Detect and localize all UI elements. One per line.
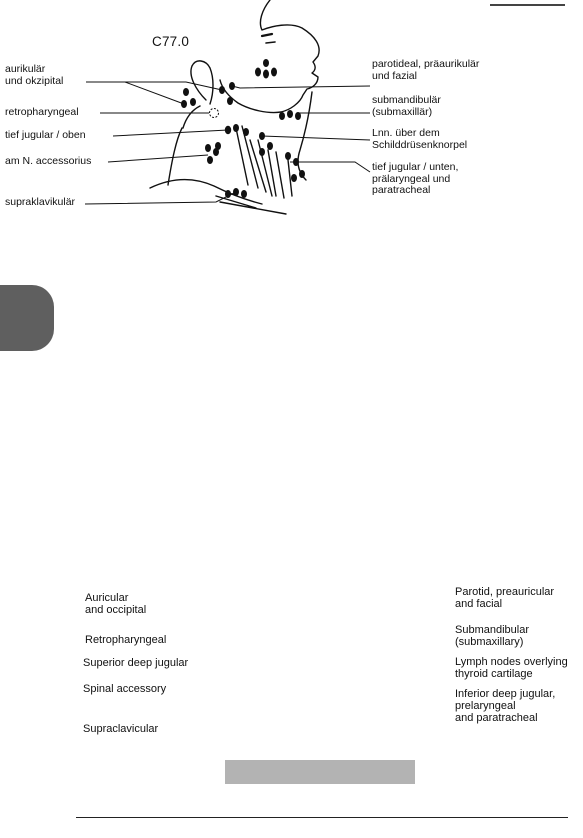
thyroid-cartilage-nodes: [259, 132, 273, 156]
label-superior-jugular-en: Superior deep jugular: [83, 657, 189, 669]
label-inferior-jugular-en: Inferior deep jugular, prelaryngeal and paratracheal: [455, 688, 556, 724]
label-submandibular-de: submandibulär (submaxillär): [372, 94, 441, 118]
ear-outline: [191, 61, 213, 104]
label-supraclavicular-de: supraklavikulär: [5, 196, 76, 208]
label-retropharyngeal-de: retropharyngeal: [5, 106, 79, 118]
retropharyngeal-node: [210, 109, 219, 118]
neck-lymph-node-diagram: [0, 0, 583, 230]
parotid-nodes: [255, 59, 277, 79]
label-spinal-accessory-de: am N. accessorius: [5, 155, 92, 167]
auricular-nodes: [181, 82, 235, 108]
label-submandibular-en: Submandibular (submaxillary): [455, 624, 529, 648]
label-superior-jugular-de: tief jugular / oben: [5, 129, 86, 141]
nape-outline: [183, 106, 200, 128]
face-profile: [260, 0, 319, 112]
label-retropharyngeal-en: Retropharyngeal: [85, 634, 167, 646]
label-spinal-accessory-en: Spinal accessory: [83, 683, 167, 695]
icd-code-label: C77.0: [152, 34, 190, 49]
front-neck: [298, 92, 312, 180]
label-auricular-de: aurikulär und okzipital: [5, 63, 64, 87]
gray-bar: [225, 760, 415, 784]
label-thyroid-nodes-en: Lymph nodes overlying thyroid cartilage: [455, 656, 568, 680]
label-thyroid-nodes-de: Lnn. über dem Schilddrüsenknorpel: [372, 127, 468, 151]
deep-jugular-lower-nodes: [285, 152, 305, 182]
label-parotid-de: parotideal, präaurikulär und fazial: [372, 58, 480, 82]
label-parotid-en: Parotid, preauricular and facial: [455, 586, 555, 610]
label-supraclavicular-en: Supraclavicular: [83, 723, 159, 735]
supraclavicular-nodes: [225, 188, 247, 198]
label-auricular-en: Auricular and occipital: [85, 592, 147, 616]
chapter-tab: [0, 285, 54, 351]
footer-rule: [76, 817, 568, 818]
spinal-accessory-nodes: [205, 142, 221, 164]
label-inferior-jugular-de: tief jugular / unten, prälaryngeal und paratracheal: [372, 161, 459, 196]
